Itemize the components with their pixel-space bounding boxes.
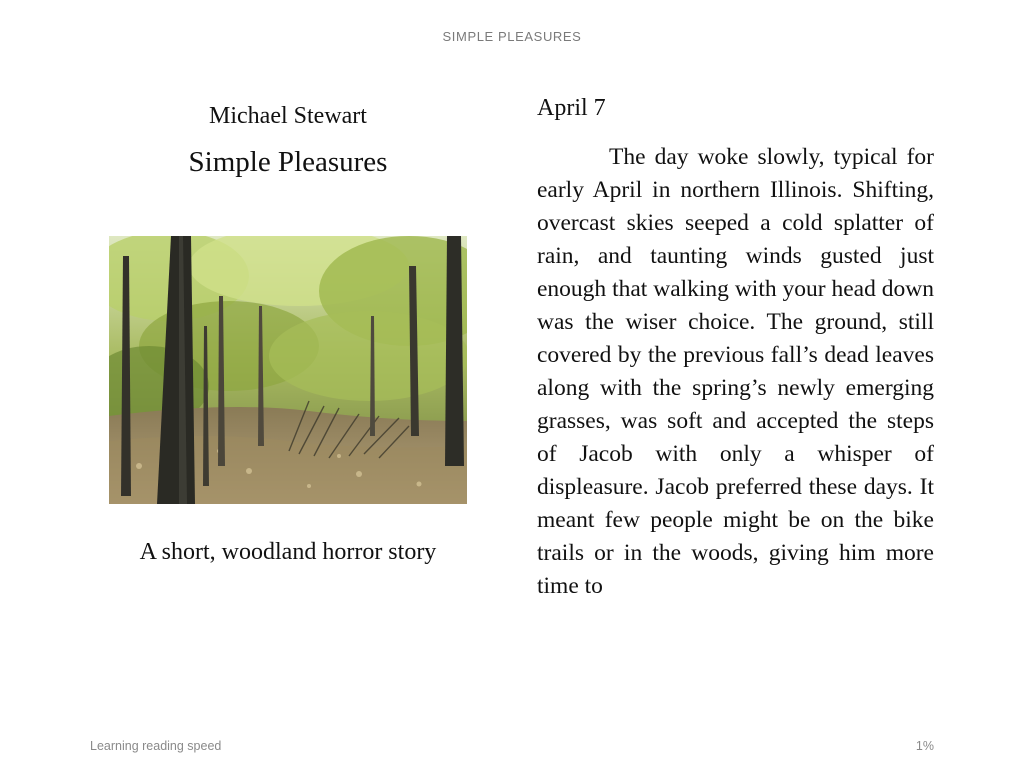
book-tagline: A short, woodland horror story	[139, 539, 437, 565]
cover-image	[109, 236, 467, 504]
chapter-body-text[interactable]: The day woke slowly, typical for early April in northern Illinois. Shifting, overcast skies seeped a cold splatter of rain, and taunting winds gusted just enough that walking with your head down was the wiser choice. The ground, still covered by the previous fall’s dead leaves along with the spring’s newly emerging grasses, was soft and accepted the steps of Jacob with only a whisper of displeasure. Jacob preferred these days. It meant few people might be on the bike trails or in the woods, giving him more time to	[537, 144, 934, 599]
progress-percent: 1%	[915, 739, 934, 753]
left-page[interactable]	[90, 96, 486, 565]
woodland-photo	[109, 236, 467, 504]
author-name: Michael Stewart	[209, 103, 367, 129]
right-page[interactable]	[537, 92, 934, 603]
book-title: Simple Pleasures	[188, 146, 388, 178]
chapter-date-heading: April 7	[537, 95, 606, 121]
reading-speed-status: Learning reading speed	[90, 739, 222, 753]
book-header-title: SIMPLE PLEASURES	[442, 29, 582, 44]
